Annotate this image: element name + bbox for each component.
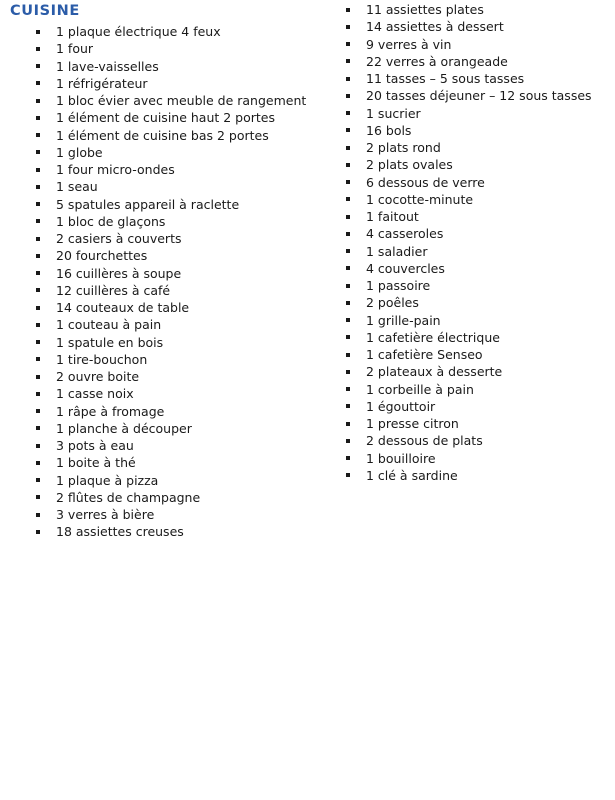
list-item-text: 1 planche à découper <box>56 420 192 436</box>
list-item-text: 1 bloc de glaçons <box>56 213 166 229</box>
list-item-text: 6 dessous de verre <box>366 174 485 190</box>
square-bullet-icon <box>36 288 40 292</box>
list-item-text: 11 assiettes plates <box>366 2 484 18</box>
list-item-text: 2 dessous de plats <box>366 433 483 449</box>
list-item <box>36 109 306 126</box>
list-item <box>346 53 592 70</box>
list-item-text: 3 verres à bière <box>56 507 155 523</box>
square-bullet-icon <box>346 215 350 219</box>
list-item <box>36 23 306 40</box>
list-item-text: 20 tasses déjeuner – 12 sous tasses <box>366 88 592 104</box>
square-bullet-icon <box>36 530 40 534</box>
square-bullet-icon <box>36 426 40 430</box>
square-bullet-icon <box>36 478 40 482</box>
square-bullet-icon <box>36 237 40 241</box>
list-item-text: 5 spatules appareil à raclette <box>56 196 240 212</box>
list-item-text: 1 bouilloire <box>366 450 436 466</box>
list-item <box>346 208 592 225</box>
list-item <box>36 351 306 368</box>
list-item <box>36 299 306 316</box>
list-item <box>346 156 592 173</box>
square-bullet-icon <box>36 306 40 310</box>
square-bullet-icon <box>346 163 350 167</box>
list-item-text: 1 élément de cuisine bas 2 portes <box>56 127 269 143</box>
list-item-text: 9 verres à vin <box>366 36 452 52</box>
list-item-text: 14 assiettes à dessert <box>366 19 504 35</box>
square-bullet-icon <box>346 422 350 426</box>
list-item-text: 2 casiers à couverts <box>56 231 182 247</box>
list-item-text: 1 boite à thé <box>56 455 136 471</box>
list-item-text: 2 poêles <box>366 295 419 311</box>
square-bullet-icon <box>346 197 350 201</box>
square-bullet-icon <box>346 25 350 29</box>
square-bullet-icon <box>36 185 40 189</box>
square-bullet-icon <box>346 370 350 374</box>
square-bullet-icon <box>346 404 350 408</box>
square-bullet-icon <box>36 202 40 206</box>
list-item <box>36 58 306 75</box>
list-item <box>36 196 306 213</box>
list-item <box>36 92 306 109</box>
list-item-text: 11 tasses – 5 sous tasses <box>366 71 525 87</box>
square-bullet-icon <box>36 444 40 448</box>
list-item-text: 1 bloc évier avec meuble de rangement <box>56 93 307 109</box>
list-item <box>36 230 306 247</box>
list-item-text: 4 couvercles <box>366 260 445 276</box>
list-item-text: 2 ouvre boite <box>56 369 140 385</box>
list-item <box>346 36 592 53</box>
page-title: CUISINE <box>10 3 80 19</box>
list-item <box>346 1 592 18</box>
square-bullet-icon <box>36 150 40 154</box>
list-item-text: 1 clé à sardine <box>366 467 458 483</box>
list-item-text: 2 plateaux à desserte <box>366 364 503 380</box>
list-item <box>346 174 592 191</box>
list-item-text: 1 faitout <box>366 209 419 225</box>
list-item <box>346 467 592 484</box>
list-item <box>346 432 592 449</box>
list-item-text: 16 cuillères à soupe <box>56 265 182 281</box>
list-item-text: 1 tire-bouchon <box>56 351 148 367</box>
list-item-text: 1 râpe à fromage <box>56 403 165 419</box>
square-bullet-icon <box>346 473 350 477</box>
list-item <box>36 161 306 178</box>
list-item-text: 1 réfrigérateur <box>56 75 148 91</box>
list-item <box>36 144 306 161</box>
square-bullet-icon <box>346 301 350 305</box>
list-item-text: 1 seau <box>56 179 98 195</box>
list-item <box>36 368 306 385</box>
list-item-text: 1 saladier <box>366 243 428 259</box>
square-bullet-icon <box>346 77 350 81</box>
list-item-text: 1 sucrier <box>366 105 421 121</box>
list-item <box>346 381 592 398</box>
list-item <box>346 225 592 242</box>
list-item <box>36 454 306 471</box>
list-item-text: 2 flûtes de champagne <box>56 489 201 505</box>
list-item <box>36 40 306 57</box>
list-item <box>346 294 592 311</box>
list-item-text: 1 plaque électrique 4 feux <box>56 24 221 40</box>
list-item-text: 1 casse noix <box>56 386 134 402</box>
list-item <box>36 178 306 195</box>
list-item-text: 2 plats rond <box>366 140 441 156</box>
list-item-text: 1 lave-vaisselles <box>56 58 159 74</box>
square-bullet-icon <box>36 409 40 413</box>
list-item <box>36 247 306 264</box>
list-item <box>346 105 592 122</box>
list-item <box>346 87 592 104</box>
square-bullet-icon <box>346 42 350 46</box>
list-item <box>346 70 592 87</box>
list-item-text: 4 casseroles <box>366 226 444 242</box>
square-bullet-icon <box>36 375 40 379</box>
list-item <box>36 489 306 506</box>
square-bullet-icon <box>346 180 350 184</box>
list-item <box>346 277 592 294</box>
square-bullet-icon <box>36 99 40 103</box>
list-item <box>346 346 592 363</box>
list-item <box>36 523 306 540</box>
list-item-text: 14 couteaux de table <box>56 300 190 316</box>
list-item <box>346 139 592 156</box>
square-bullet-icon <box>36 513 40 517</box>
list-item <box>346 260 592 277</box>
list-item <box>346 243 592 260</box>
list-item-text: 1 four micro-ondes <box>56 162 175 178</box>
square-bullet-icon <box>346 266 350 270</box>
square-bullet-icon <box>346 335 350 339</box>
list-item-text: 1 spatule en bois <box>56 334 164 350</box>
list-item <box>346 312 592 329</box>
list-item-text: 1 plaque à pizza <box>56 472 159 488</box>
list-item-text: 20 fourchettes <box>56 248 148 264</box>
list-item <box>346 191 592 208</box>
list-item-text: 16 bols <box>366 122 412 138</box>
list-item <box>36 127 306 144</box>
list-item <box>36 316 306 333</box>
square-bullet-icon <box>36 323 40 327</box>
list-item <box>36 420 306 437</box>
list-item-text: 1 cocotte-minute <box>366 191 474 207</box>
square-bullet-icon <box>346 284 350 288</box>
list-item <box>36 282 306 299</box>
square-bullet-icon <box>346 232 350 236</box>
list-item-text: 3 pots à eau <box>56 438 134 454</box>
square-bullet-icon <box>346 146 350 150</box>
kitchen-inventory-list-left <box>36 23 306 541</box>
list-item-text: 1 four <box>56 41 94 57</box>
list-item-text: 1 passoire <box>366 278 431 294</box>
list-item-text: 12 cuillères à café <box>56 282 171 298</box>
list-item-text: 1 grille-pain <box>366 312 441 328</box>
square-bullet-icon <box>346 111 350 115</box>
square-bullet-icon <box>36 47 40 51</box>
list-item-text: 1 cafetière Senseo <box>366 347 483 363</box>
square-bullet-icon <box>346 59 350 63</box>
list-item <box>36 506 306 523</box>
square-bullet-icon <box>36 392 40 396</box>
list-item-text: 1 cafetière électrique <box>366 329 500 345</box>
list-item-text: 1 égouttoir <box>366 398 436 414</box>
square-bullet-icon <box>36 168 40 172</box>
list-item <box>36 213 306 230</box>
square-bullet-icon <box>346 318 350 322</box>
square-bullet-icon <box>36 340 40 344</box>
list-item <box>36 265 306 282</box>
list-item <box>346 329 592 346</box>
list-item-text: 2 plats ovales <box>366 157 453 173</box>
square-bullet-icon <box>346 353 350 357</box>
list-item <box>346 122 592 139</box>
square-bullet-icon <box>346 128 350 132</box>
square-bullet-icon <box>36 219 40 223</box>
list-item <box>36 75 306 92</box>
list-item-text: 1 presse citron <box>366 416 459 432</box>
square-bullet-icon <box>36 133 40 137</box>
list-item <box>36 385 306 402</box>
kitchen-inventory-list-right <box>346 1 592 484</box>
square-bullet-icon <box>346 387 350 391</box>
square-bullet-icon <box>36 461 40 465</box>
square-bullet-icon <box>36 64 40 68</box>
square-bullet-icon <box>36 81 40 85</box>
list-item-text: 1 élément de cuisine haut 2 portes <box>56 110 276 126</box>
square-bullet-icon <box>36 116 40 120</box>
square-bullet-icon <box>346 8 350 12</box>
list-item-text: 22 verres à orangeade <box>366 53 508 69</box>
list-item-text: 1 couteau à pain <box>56 317 162 333</box>
square-bullet-icon <box>346 439 350 443</box>
square-bullet-icon <box>36 357 40 361</box>
list-item <box>346 450 592 467</box>
square-bullet-icon <box>36 30 40 34</box>
list-item <box>346 18 592 35</box>
list-item <box>346 398 592 415</box>
list-item-text: 18 assiettes creuses <box>56 524 184 540</box>
list-item <box>36 437 306 454</box>
list-item <box>346 363 592 380</box>
list-item <box>36 334 306 351</box>
list-item-text: 1 corbeille à pain <box>366 381 474 397</box>
square-bullet-icon <box>36 254 40 258</box>
square-bullet-icon <box>36 495 40 499</box>
list-item <box>36 403 306 420</box>
list-item-text: 1 globe <box>56 144 103 160</box>
square-bullet-icon <box>346 456 350 460</box>
list-item <box>346 415 592 432</box>
list-item <box>36 472 306 489</box>
square-bullet-icon <box>346 94 350 98</box>
square-bullet-icon <box>36 271 40 275</box>
square-bullet-icon <box>346 249 350 253</box>
